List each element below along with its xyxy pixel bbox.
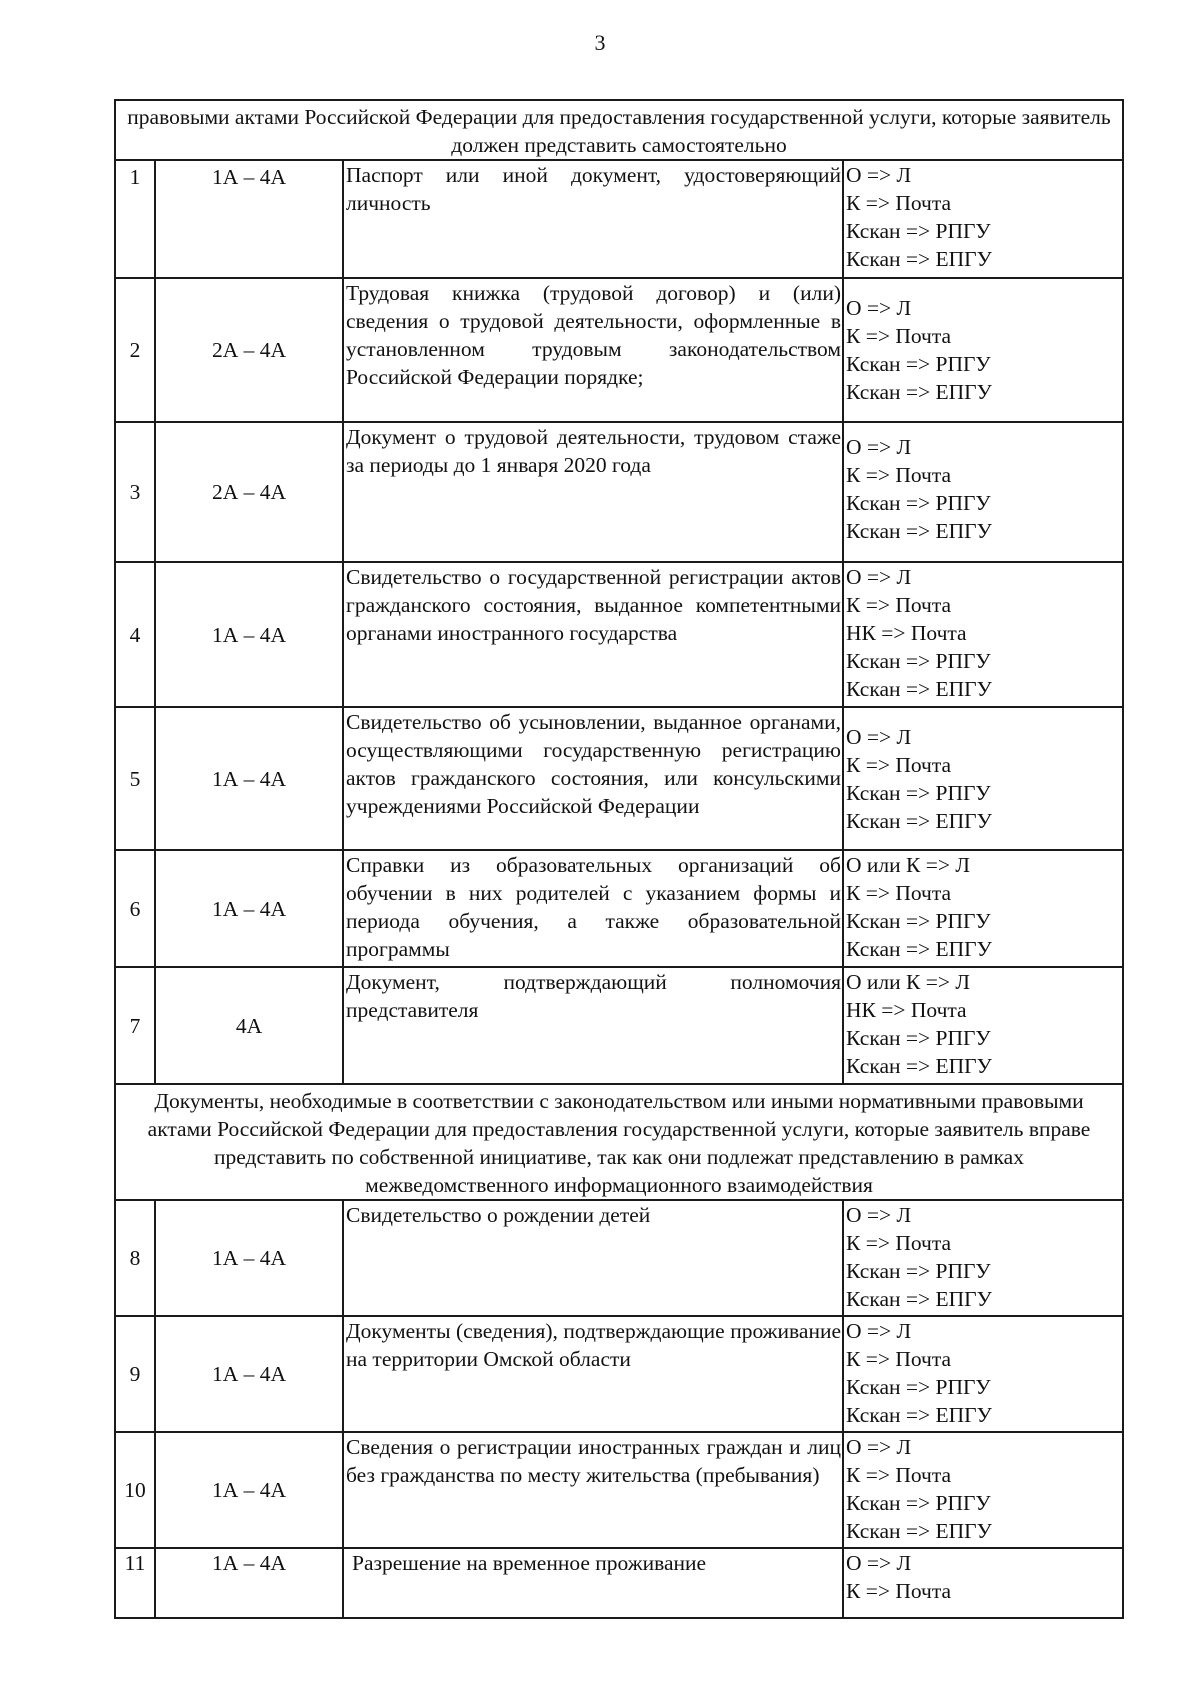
section-header-row (115, 1084, 1123, 1200)
applicant-category: 2А – 4А (155, 422, 343, 562)
submission-methods (843, 1548, 1123, 1618)
submission-method: К => Почта (846, 1231, 952, 1255)
applicant-category: 1А – 4А (155, 1432, 343, 1548)
submission-method: Кскан => РПГУ (846, 649, 991, 673)
applicant-category: 1А – 4А (155, 1548, 343, 1618)
document-description: Трудовая книжка (трудовой договор) и (или) сведения о трудовой деятельности, оформленные в установленном трудовым законодательством Российской Федерации порядке; (343, 278, 843, 422)
submission-method: Кскан => ЕПГУ (846, 519, 992, 543)
document-description: Свидетельство об усыновлении, выданное органами, осуществляющими государственную регистрацию актов гражданского состояния, или консульскими учреждениями Российской Федерации (343, 707, 843, 850)
section-header-row (115, 100, 1123, 160)
submission-method: Кскан => РПГУ (846, 1375, 991, 1399)
submission-method: К => Почта (846, 324, 952, 348)
table-row (115, 1316, 1123, 1432)
submission-method: О или К => Л (846, 853, 970, 877)
submission-methods (843, 160, 1123, 278)
applicant-category: 2А – 4А (155, 278, 343, 422)
document-description: Разрешение на временное проживание (343, 1548, 843, 1618)
applicant-category: 1А – 4А (155, 160, 343, 278)
submission-methods (843, 707, 1123, 850)
submission-method: К => Почта (846, 1579, 952, 1603)
row-number: 8 (115, 1200, 155, 1316)
applicant-category: 1А – 4А (155, 707, 343, 850)
submission-method: О => Л (846, 163, 912, 187)
table-row (115, 850, 1123, 967)
row-number: 4 (115, 562, 155, 707)
applicant-category: 1А – 4А (155, 562, 343, 707)
table-row (115, 1548, 1123, 1618)
submission-methods (843, 278, 1123, 422)
row-number: 9 (115, 1316, 155, 1432)
submission-methods (843, 967, 1123, 1084)
document-description: Документ о трудовой деятельности, трудовом стаже за периоды до 1 января 2020 года (343, 422, 843, 562)
submission-method: О => Л (846, 1203, 912, 1227)
submission-method: Кскан => ЕПГУ (846, 1054, 992, 1078)
table-row (115, 707, 1123, 850)
submission-method: К => Почта (846, 752, 952, 777)
submission-method: Кскан => РПГУ (846, 219, 991, 243)
applicant-category: 4А (155, 967, 343, 1084)
submission-method: К => Почта (846, 593, 952, 617)
submission-method: Кскан => РПГУ (846, 491, 991, 515)
submission-method: О => Л (846, 1551, 912, 1575)
submission-method: Кскан => ЕПГУ (846, 380, 992, 404)
submission-method: О => Л (846, 435, 912, 459)
submission-method: Кскан => РПГУ (846, 1026, 991, 1050)
row-number: 1 (115, 160, 155, 278)
submission-method: Кскан => РПГУ (846, 1259, 991, 1283)
table-row (115, 967, 1123, 1084)
document-description: Свидетельство о государственной регистрации актов гражданского состояния, выданное компетентными органами иностранного государства (343, 562, 843, 707)
applicant-category: 1А – 4А (155, 1200, 343, 1316)
submission-method: К => Почта (846, 1463, 952, 1487)
row-number: 6 (115, 850, 155, 967)
submission-methods (843, 1432, 1123, 1548)
submission-method: О => Л (846, 1319, 912, 1343)
submission-method: Кскан => ЕПГУ (846, 1519, 992, 1543)
submission-method: Кскан => ЕПГУ (846, 1287, 992, 1311)
submission-methods (843, 1200, 1123, 1316)
document-description: Документы (сведения), подтверждающие проживание на территории Омской области (343, 1316, 843, 1432)
section-header-middle: Документы, необходимые в соответствии с законодательством или иными нормативными правовыми актами Российской Федерации для предоставления государственной услуги, которые заявитель вправе представить по собственной инициативе, так как они подлежат представлению в рамках межведомственного информационного взаимодействия (115, 1084, 1123, 1200)
table-row (115, 562, 1123, 707)
submission-method: О => Л (846, 724, 912, 749)
submission-method: Кскан => РПГУ (846, 352, 991, 376)
row-number: 3 (115, 422, 155, 562)
section-header-top: правовыми актами Российской Федерации для предоставления государственной услуги, которые заявитель должен представить самостоятельно (115, 100, 1123, 160)
submission-method: Кскан => ЕПГУ (846, 808, 992, 833)
document-description: Документ, подтверждающий полномочия представителя (343, 967, 843, 1084)
submission-method: Кскан => ЕПГУ (846, 937, 992, 961)
row-number: 5 (115, 707, 155, 850)
submission-method: Кскан => РПГУ (846, 909, 991, 933)
submission-method: Кскан => РПГУ (846, 780, 991, 805)
row-number: 7 (115, 967, 155, 1084)
submission-method: О => Л (846, 565, 912, 589)
document-description: Паспорт или иной документ, удостоверяющий личность (343, 160, 843, 278)
submission-method: О => Л (846, 1435, 912, 1459)
submission-methods (843, 1316, 1123, 1432)
submission-method: НК => Почта (846, 621, 967, 645)
documents-table (114, 99, 1124, 1619)
table-row (115, 1200, 1123, 1316)
submission-methods (843, 850, 1123, 967)
table-row (115, 278, 1123, 422)
submission-method: К => Почта (846, 191, 952, 215)
table-row (115, 422, 1123, 562)
submission-method: К => Почта (846, 1347, 952, 1371)
submission-method: О => Л (846, 296, 912, 320)
submission-method: О или К => Л (846, 970, 970, 994)
submission-methods (843, 422, 1123, 562)
submission-method: Кскан => ЕПГУ (846, 1403, 992, 1427)
document-description: Справки из образовательных организаций об обучении в них родителей с указанием формы и периода обучения, а также образовательной программы (343, 850, 843, 967)
submission-method: НК => Почта (846, 998, 967, 1022)
applicant-category: 1А – 4А (155, 850, 343, 967)
submission-method: К => Почта (846, 463, 952, 487)
document-description: Сведения о регистрации иностранных граждан и лиц без гражданства по месту жительства (пребывания) (343, 1432, 843, 1548)
row-number: 11 (115, 1548, 155, 1618)
submission-methods (843, 562, 1123, 707)
row-number: 2 (115, 278, 155, 422)
submission-method: К => Почта (846, 881, 952, 905)
row-number: 10 (115, 1432, 155, 1548)
page-number: 3 (594, 30, 606, 55)
document-description: Свидетельство о рождении детей (343, 1200, 843, 1316)
table-row (115, 160, 1123, 278)
submission-method: Кскан => ЕПГУ (846, 677, 992, 701)
table-row (115, 1432, 1123, 1548)
submission-method: Кскан => РПГУ (846, 1491, 991, 1515)
submission-method: Кскан => ЕПГУ (846, 247, 992, 271)
applicant-category: 1А – 4А (155, 1316, 343, 1432)
